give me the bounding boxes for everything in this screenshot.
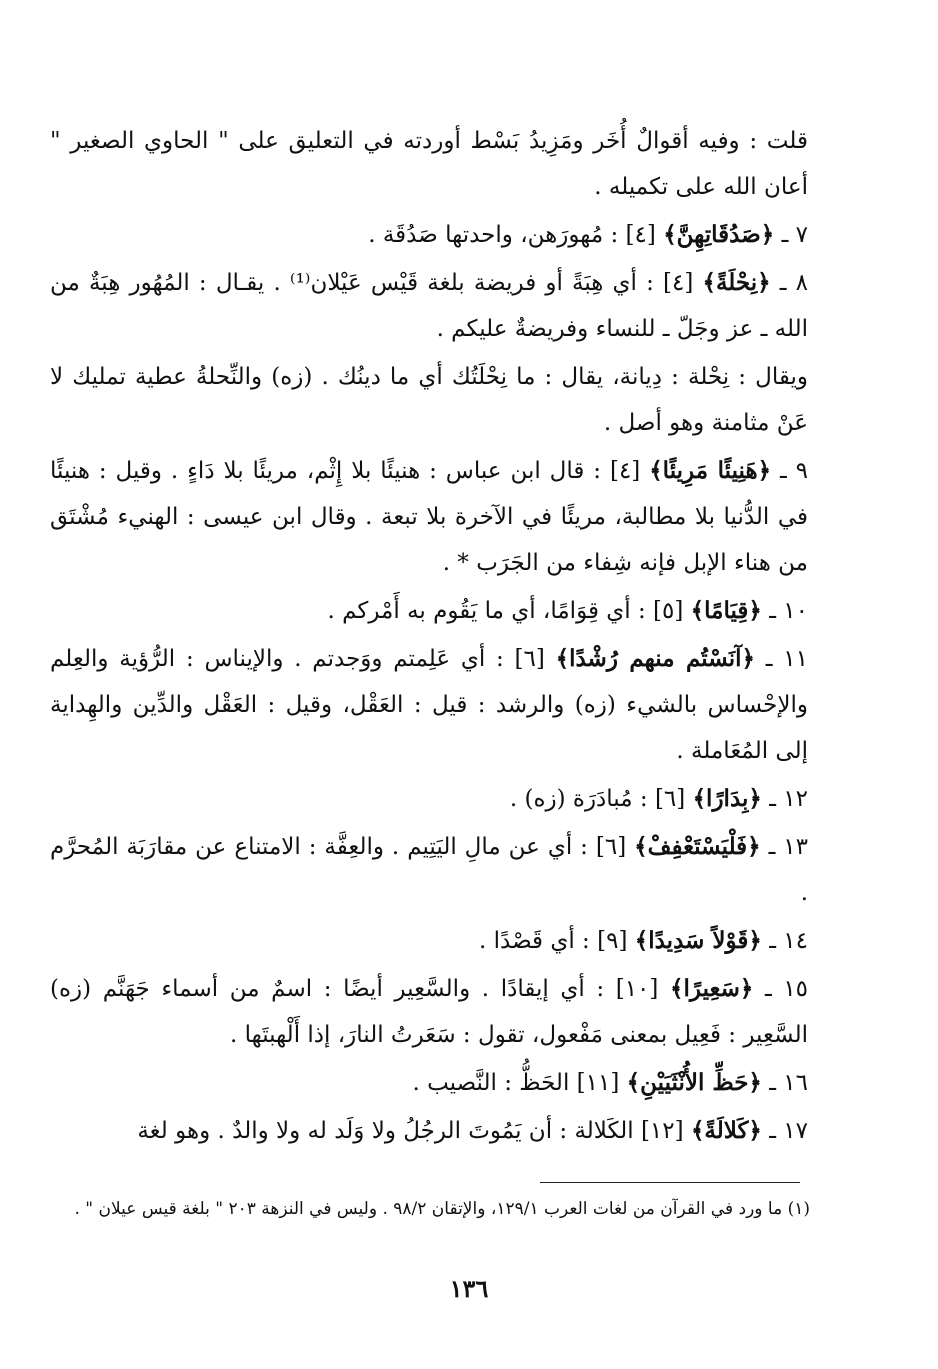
entry-ref: [٦] bbox=[595, 834, 627, 860]
entry-definition: : أي قِوَامًا، أي ما يَقُوم به أَمْركم . bbox=[327, 598, 646, 624]
entry-ref: [٥] bbox=[653, 598, 684, 624]
entry-definition: : أي عن مالِ اليَتِيم . والعِفَّة : الامتناع عن مقارَبَة المُحرَّم . bbox=[50, 834, 808, 906]
entry-number: ٩ ـ bbox=[780, 458, 809, 484]
entry-number: ١٢ ـ bbox=[769, 786, 808, 812]
entry-definition: : أي هِبَةً أو فريضة بلغة قَيْس عَيْلان⁽¹⁾ . يقـال : المُهُور هِبَةٌ من الله ـ عز وجَلّ ـ للنساء وفريضةٌ عليكم . bbox=[50, 270, 808, 342]
entry-11 bbox=[50, 636, 808, 774]
footnote: (١) ما ورد في القرآن من لغات العرب ١٢٩/١، والإتقان ٩٨/٢ . وليس في النزهة ٢٠٣ " بلغة قيس عيلان " . bbox=[74, 1199, 810, 1219]
entry-12 bbox=[50, 776, 808, 822]
entry-number: ١٥ ـ bbox=[764, 976, 809, 1002]
entry-term: ﴿هَنِيئًا مَرِيئًا﴾ bbox=[649, 457, 772, 484]
entry-17 bbox=[50, 1108, 808, 1154]
entry-9 bbox=[50, 448, 808, 586]
entry-ref: [٤] bbox=[662, 270, 694, 296]
entry-number: ٨ ـ bbox=[779, 270, 809, 296]
entry-definition: : قال ابن عباس : هنيئًا بلا إِثْم، مريئًا بلا دَاءٍ . وقيل : هنيئًا في الدُّنيا بلا مطالبة، مريئًا في الآخرة بلا تبعة . وقال ابن عيسى : الهنيء مُشْتَق من هناء الإبل فإنه شِفاء من الجَرَب * . bbox=[50, 458, 808, 576]
entry-term: ﴿آنَسْتُم منهم رُشْدًا﴾ bbox=[555, 645, 756, 672]
entry-ref: [٩] bbox=[597, 928, 628, 954]
entry-definition: : مُبادَرَة (زه) . bbox=[509, 786, 648, 812]
entry-number: ١٤ ـ bbox=[769, 928, 808, 954]
entry-8-continued bbox=[50, 354, 808, 446]
entry-8 bbox=[50, 260, 808, 352]
entry-ref: [٦] bbox=[514, 646, 545, 672]
entry-number: ١٧ ـ bbox=[769, 1118, 808, 1144]
entry-number: ١٣ ـ bbox=[768, 834, 809, 860]
entry-ref: [١١] bbox=[576, 1070, 620, 1096]
entry-16 bbox=[50, 1060, 808, 1106]
entry-ref: [١٠] bbox=[615, 976, 659, 1002]
entry-definition: الحَظُّ : النَّصيب . bbox=[412, 1070, 570, 1096]
intro-paragraph: قلت : وفيه أقوالٌ أُخَر ومَزِيدُ بَسْط أوردته في التعليق على " الحاوي الصغير " أعان الله على تكميله . bbox=[50, 128, 808, 200]
entry-ref: [٤] bbox=[609, 458, 641, 484]
entry-number: ١٦ ـ bbox=[769, 1070, 808, 1096]
footnote-divider bbox=[540, 1182, 800, 1183]
entry-definition: : أي قَصْدًا . bbox=[478, 928, 590, 954]
entry-term: ﴿حَظِّ الأُنْثَيَيْنِ﴾ bbox=[626, 1069, 762, 1096]
entry-term: ﴿سَعِيرًا﴾ bbox=[670, 975, 754, 1002]
entry-term: ﴿قَوْلاً سَدِيدًا﴾ bbox=[634, 927, 762, 954]
entry-7 bbox=[50, 212, 808, 258]
entry-term: ﴿بِدَارًا﴾ bbox=[692, 785, 762, 812]
entry-13 bbox=[50, 824, 808, 916]
entry-ref: [٦] bbox=[654, 786, 686, 812]
entry-definition: ويقال : نِحْلة : دِيانة، يقال : ما نِحْلَتُك أي ما دينُك . (زه) والنِّحلةُ عطية تمليك لا عَنْ مثامنة وهو أصل . bbox=[50, 364, 808, 436]
entry-number: ١٠ ـ bbox=[769, 598, 808, 624]
entry-term: ﴿صَدُقَاتِهِنَّ﴾ bbox=[663, 221, 775, 248]
entry-definition: : أي إيقادًا . والسَّعِير أيضًا : اسمٌ من أسماء جَهَنَّم (زه) السَّعِير : فَعِيل بمعنى مَفْعول، تقول : سَعَرتُ النارَ، إذا أَلْهبتَها . bbox=[50, 976, 808, 1048]
entry-number: ٧ ـ bbox=[781, 222, 808, 248]
entry-ref: [٤] bbox=[625, 222, 656, 248]
entry-term: ﴿نِحْلَةً﴾ bbox=[702, 269, 771, 296]
entry-definition: : مُهورَهن، واحدتها صَدُقَة . bbox=[368, 222, 619, 248]
entry-ref: [١٢] bbox=[640, 1118, 684, 1144]
entry-14 bbox=[50, 918, 808, 964]
page-body bbox=[50, 118, 808, 1156]
entry-definition: : أي عَلِمتم ووَجدتم . والإيناس : الرُّؤية والعِلم والإحْساس بالشيء (زه) والرشد : قيل : العَقْل، وقيل : العَقْل والدِّين والهِداية إلى المُعَاملة . bbox=[50, 646, 808, 764]
page-number: ١٣٦ bbox=[449, 1274, 489, 1303]
entry-10 bbox=[50, 588, 808, 634]
entry-definition: الكَلالة : أن يَمُوتَ الرجُلُ ولا وَلَد له ولا والدٌ . وهو لغة bbox=[137, 1118, 634, 1144]
entry-number: ١١ ـ bbox=[765, 646, 808, 672]
entry-term: ﴿فَلْيَسْتَعْفِفْ﴾ bbox=[634, 833, 761, 860]
entry-15 bbox=[50, 966, 808, 1058]
entry-term: ﴿كَلالَةً﴾ bbox=[690, 1117, 762, 1144]
entry-term: ﴿قِيَامًا﴾ bbox=[690, 597, 762, 624]
